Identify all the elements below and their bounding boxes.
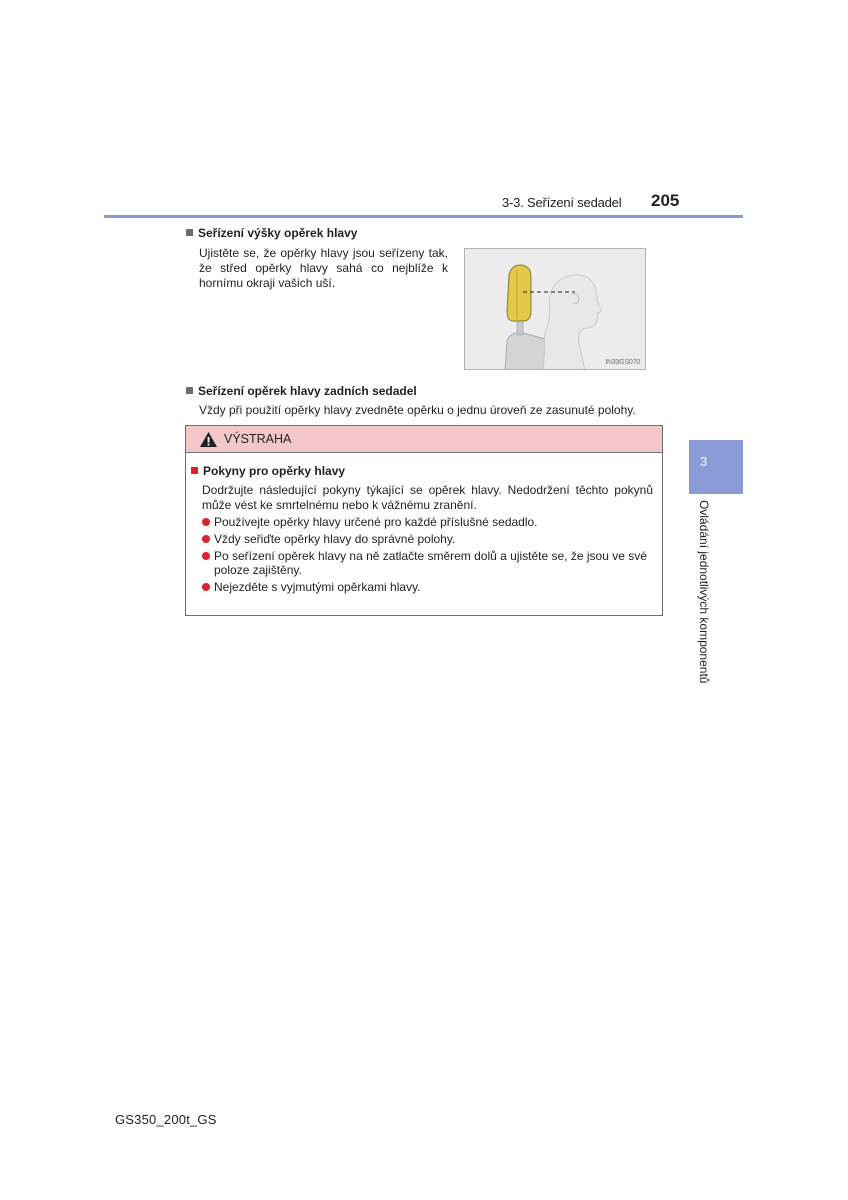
warning-title: VÝSTRAHA bbox=[224, 432, 292, 446]
footer-model: GS350_200t_GS bbox=[115, 1112, 217, 1127]
heading-rear-headrests: Seřízení opěrek hlavy zadních sedadel bbox=[186, 384, 417, 398]
warning-box bbox=[185, 425, 663, 616]
heading-headrest-height: Seřízení výšky opěrek hlavy bbox=[186, 226, 357, 240]
header-divider bbox=[104, 215, 743, 218]
red-dot-bullet-icon bbox=[202, 583, 210, 591]
red-dot-bullet-icon bbox=[202, 552, 210, 560]
chapter-title: Ovládání jednotlivých komponentů bbox=[697, 500, 711, 684]
chapter-number: 3 bbox=[700, 454, 708, 469]
figure-code: IN33GS070 bbox=[605, 359, 640, 366]
paragraph-rear-headrests: Vždy při použití opěrky hlavy zvedněte opěrku o jednu úroveň ze zasunuté polohy. bbox=[199, 403, 636, 417]
square-bullet-icon bbox=[186, 229, 193, 236]
headrest-illustration bbox=[464, 248, 646, 370]
headrest-shape bbox=[507, 265, 531, 321]
headrest-diagram bbox=[465, 249, 646, 370]
red-square-bullet-icon bbox=[191, 467, 198, 474]
warning-header bbox=[186, 426, 662, 453]
red-dot-bullet-icon bbox=[202, 535, 210, 543]
red-dot-bullet-icon bbox=[202, 518, 210, 526]
paragraph-headrest-height: Ujistěte se, že opěrky hlavy jsou seřízeny tak, že střed opěrky hlavy sahá co nejblíže k hornímu okraji vašich uší. bbox=[199, 246, 448, 290]
list-item: Vždy seřiďte opěrky hlavy do správné polohy. bbox=[202, 532, 657, 546]
list-item: Nejezděte s vyjmutými opěrkami hlavy. bbox=[202, 580, 657, 594]
list-item: Po seřízení opěrek hlavy na ně zatlačte směrem dolů a ujistěte se, že jsou ve své poloze zajištěny. bbox=[202, 549, 657, 577]
warning-subheading: Pokyny pro opěrky hlavy bbox=[191, 464, 345, 478]
warning-list bbox=[202, 515, 657, 597]
page-number: 205 bbox=[651, 191, 680, 210]
occupant-silhouette bbox=[543, 275, 601, 370]
square-bullet-icon bbox=[186, 387, 193, 394]
list-item: Používejte opěrky hlavy určené pro každé příslušné sedadlo. bbox=[202, 515, 657, 529]
chapter-tab[interactable] bbox=[689, 440, 743, 494]
warning-triangle-icon bbox=[199, 431, 218, 448]
warning-intro: Dodržujte následující pokyny týkající se opěrek hlavy. Nedodržení těchto pokynů může vést ke smrtelnému nebo k vážnému zranění. bbox=[202, 483, 653, 512]
section-title: 3-3. Seřízení sedadel bbox=[502, 195, 622, 210]
